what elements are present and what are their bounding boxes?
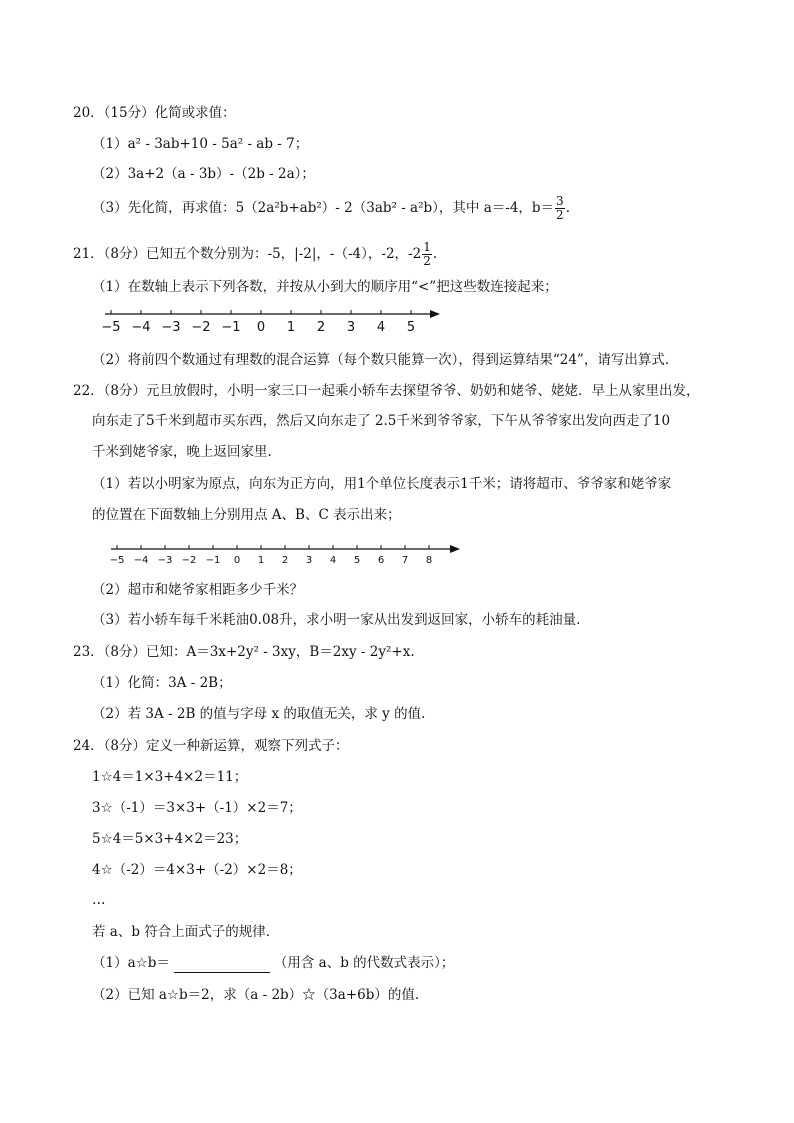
- q22-line3: 千米到姥爷家，晚上返回家里．: [92, 444, 281, 460]
- q20-heading: 20．（15分）化简或求值：: [73, 105, 236, 121]
- q21-part1: （1）在数轴上表示下列各数，并按从小到大的顺序用“<”把这些数连接起来；: [92, 279, 558, 295]
- q21-tick-label: −3: [161, 320, 181, 335]
- q24-part1: [92, 953, 454, 973]
- q22-tick-label: −5: [109, 555, 125, 566]
- q21-tick-label: 0: [256, 320, 266, 335]
- q21-part2: （2）将前四个数通过有理数的混合运算（每个数只能算一次），得到运算结果“24”，请写出算式.: [92, 352, 670, 368]
- q22-part2: （2）超市和姥爷家相距多少千米？: [92, 582, 304, 598]
- q22-tick-label: 7: [401, 555, 409, 566]
- q21-number-line: [0, 300, 794, 340]
- q20-part1: （1）a² - 3ab+10 - 5a² - ab - 7；: [92, 136, 309, 152]
- q21-tick-label: 4: [376, 320, 386, 335]
- answer-blank[interactable]: [174, 958, 270, 973]
- q21-heading-text: 21．（8分）已知五个数分别为：-5，|-2|，-（-4），-2，-2: [73, 246, 422, 262]
- q24-part1-text: （1）a☆b＝: [92, 955, 170, 971]
- q22-tick-label: 2: [281, 555, 289, 566]
- q21-tick-label: 2: [316, 320, 326, 335]
- q20-part3-text: （3）先化简，再求值：5（2a²b+ab²）- 2（3ab² - a²b），其中 a＝-4，b＝: [92, 200, 555, 216]
- q20-fraction-numerator: 3: [556, 194, 564, 208]
- q21-tick-label: −2: [191, 320, 211, 335]
- q24-example-3: 5☆4＝5×3+4×2＝23；: [92, 831, 248, 847]
- q22-part1-a: （1）若以小明家为原点，向东为正方向，用1个单位长度表示1千米；请将超市、爷爷家和姥爷家: [92, 476, 672, 492]
- q24-heading: 24．（8分）定义一种新运算，观察下列式子：: [73, 738, 349, 754]
- q21-fraction-denominator: 2: [423, 254, 431, 268]
- q22-heading: 22．（8分）元旦放假时，小明一家三口一起乘小轿车去探望爷爷、奶奶和姥爷、姥姥．早上从家里出发，: [73, 383, 700, 399]
- q24-ellipsis: …: [92, 892, 106, 908]
- q22-tick-label: 0: [233, 555, 241, 566]
- q21-tick-label: −5: [101, 320, 121, 335]
- q21-tick-label: 1: [286, 320, 296, 335]
- q22-tick-label: 6: [377, 555, 385, 566]
- q24-example-2: 3☆（-1）＝3×3+（-1）×2＝7；: [92, 800, 302, 816]
- q20-part3: [92, 195, 570, 222]
- q24-rule: 若 a、b 符合上面式子的规律．: [92, 924, 280, 940]
- q20-fraction: [555, 195, 565, 222]
- q24-part1-end: （用含 a、b 的代数式表示）；: [273, 955, 455, 971]
- q22-arrow-icon: [450, 545, 460, 553]
- q24-example-4: 4☆（-2）＝4×3+（-2）×2＝8；: [92, 862, 302, 878]
- q21-arrow-icon: [430, 310, 440, 318]
- q21-heading-end: .: [432, 246, 438, 262]
- q21-tick-label: −4: [131, 320, 151, 335]
- q20-part2: （2）3a+2（a - 3b）-（2b - 2a）；: [92, 166, 315, 182]
- q21-tick-label: −1: [221, 320, 241, 335]
- q22-tick-label: 1: [257, 555, 265, 566]
- q21-heading: [73, 241, 437, 268]
- q22-tick-label: 3: [305, 555, 313, 566]
- q22-tick-label: 5: [353, 555, 361, 566]
- q22-part3: （3）若小轿车每千米耗油0.08升，求小明一家从出发到返回家，小轿车的耗油量.: [92, 612, 581, 628]
- q22-tick-label: −1: [205, 555, 221, 566]
- q24-example-1: 1☆4＝1×3+4×2＝11；: [92, 769, 248, 785]
- q24-part2: （2）已知 a☆b＝2，求（a - 2b）☆（3a+6b）的值.: [92, 987, 420, 1003]
- q22-tick-label: −4: [133, 555, 149, 566]
- q21-tick-label: 5: [406, 320, 416, 335]
- q21-fraction: [422, 241, 432, 268]
- q23-part1: （1）化简：3A - 2B；: [92, 675, 232, 691]
- q22-tick-label: 4: [329, 555, 337, 566]
- q22-part1-b: 的位置在下面数轴上分别用点 A、B、C 表示出来；: [92, 507, 401, 523]
- q22-line2: 向东走了5千米到超市买东西，然后又向东走了 2.5千米到爷爷家，下午从爷爷家出发向西走了10: [92, 413, 671, 429]
- q20-fraction-denominator: 2: [556, 208, 564, 222]
- q21-tick-label: 3: [346, 320, 356, 335]
- q21-fraction-numerator: 1: [423, 240, 431, 254]
- q22-tick-label: −2: [181, 555, 197, 566]
- q22-tick-label: 8: [425, 555, 433, 566]
- q22-tick-label: −3: [157, 555, 173, 566]
- q23-part2: （2）若 3A - 2B 的值与字母 x 的取值无关，求 y 的值.: [92, 706, 426, 722]
- q23-heading: 23．（8分）已知：A＝3x+2y² - 3xy，B＝2xy - 2y²+x.: [73, 644, 415, 660]
- q22-number-line: [0, 535, 794, 575]
- q20-part3-end: .: [565, 200, 570, 216]
